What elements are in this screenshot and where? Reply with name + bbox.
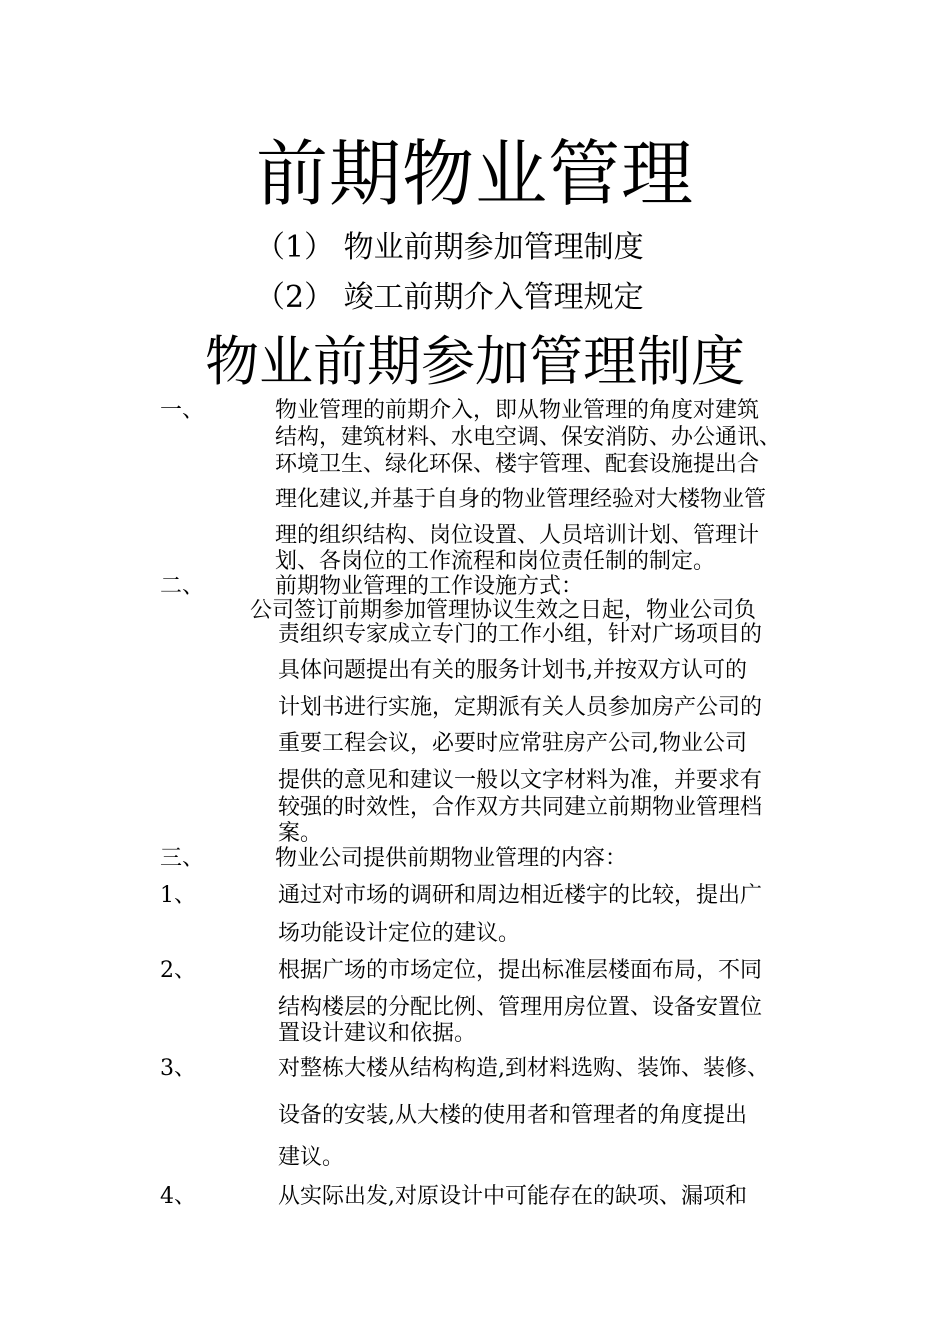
paragraph-line: 划、各岗位的工作流程和岗位责任制的制定。 [275,549,716,574]
paragraph-line: 前期物业管理的工作设施方式： [275,574,584,599]
toc-item-1: （1） 物业前期参加管理制度 [255,230,644,265]
paragraph-line: 设备的安装,从大楼的使用者和管理者的角度提出 [278,1103,747,1128]
paragraph-line: 理化建议,并基于自身的物业管理经验对大楼物业管 [275,487,766,512]
item-marker: 三、 [160,846,205,871]
paragraph-line: 对整栋大楼从结构构造,到材料选购、装饰、装修、 [278,1056,769,1081]
paragraph-line: 较强的时效性，合作双方共同建立前期物业管理档 [278,795,763,820]
paragraph-line: 环境卫生、绿化环保、楼宇管理、配套设施提出合 [275,452,760,477]
item-marker: 二、 [160,574,205,599]
toc-item-2: （2） 竣工前期介入管理规定 [255,280,644,315]
paragraph-line: 结构，建筑材料、水电空调、保安消防、办公通讯、 [275,425,782,450]
paragraph-line: 责组织专家成立专门的工作小组，针对广场项目的 [278,622,763,647]
paragraph-line: 提供的意见和建议一般以文字材料为准，并要求有 [278,768,763,793]
paragraph-line: 物业公司提供前期物业管理的内容： [275,846,628,871]
paragraph-line: 具体问题提出有关的服务计划书,并按双方认可的 [278,658,747,683]
paragraph-line: 重要工程会议，必要时应常驻房产公司,物业公司 [278,731,747,756]
paragraph-line: 从实际出发,对原设计中可能存在的缺项、漏项和 [278,1184,747,1209]
paragraph-line: 建议。 [278,1145,345,1170]
item-marker: 4、 [160,1184,196,1209]
paragraph-line: 根据广场的市场定位，提出标准层楼面布局，不同 [278,958,763,983]
paragraph-line: 通过对市场的调研和周边相近楼宇的比较，提出广 [278,883,763,908]
document-title: 前期物业管理 [255,132,694,216]
paragraph-line: 置设计建议和依据。 [278,1021,477,1046]
section-title: 物业前期参加管理制度 [205,330,745,393]
item-marker: 3、 [160,1056,196,1081]
item-marker: 2、 [160,958,196,983]
item-marker: 1、 [160,883,196,908]
paragraph-line: 公司签订前期参加管理协议生效之日起，物业公司负 [250,598,757,623]
paragraph-line: 案。 [278,821,323,846]
paragraph-line: 结构楼层的分配比例、管理用房位置、设备安置位 [278,995,763,1020]
paragraph-line: 理的组织结构、岗位设置、人员培训计划、管理计 [275,523,760,548]
paragraph-line: 计划书进行实施，定期派有关人员参加房产公司的 [278,695,763,720]
paragraph-line: 物业管理的前期介入，即从物业管理的角度对建筑 [275,398,760,423]
paragraph-line: 场功能设计定位的建议。 [278,921,521,946]
item-marker: 一、 [160,398,205,423]
